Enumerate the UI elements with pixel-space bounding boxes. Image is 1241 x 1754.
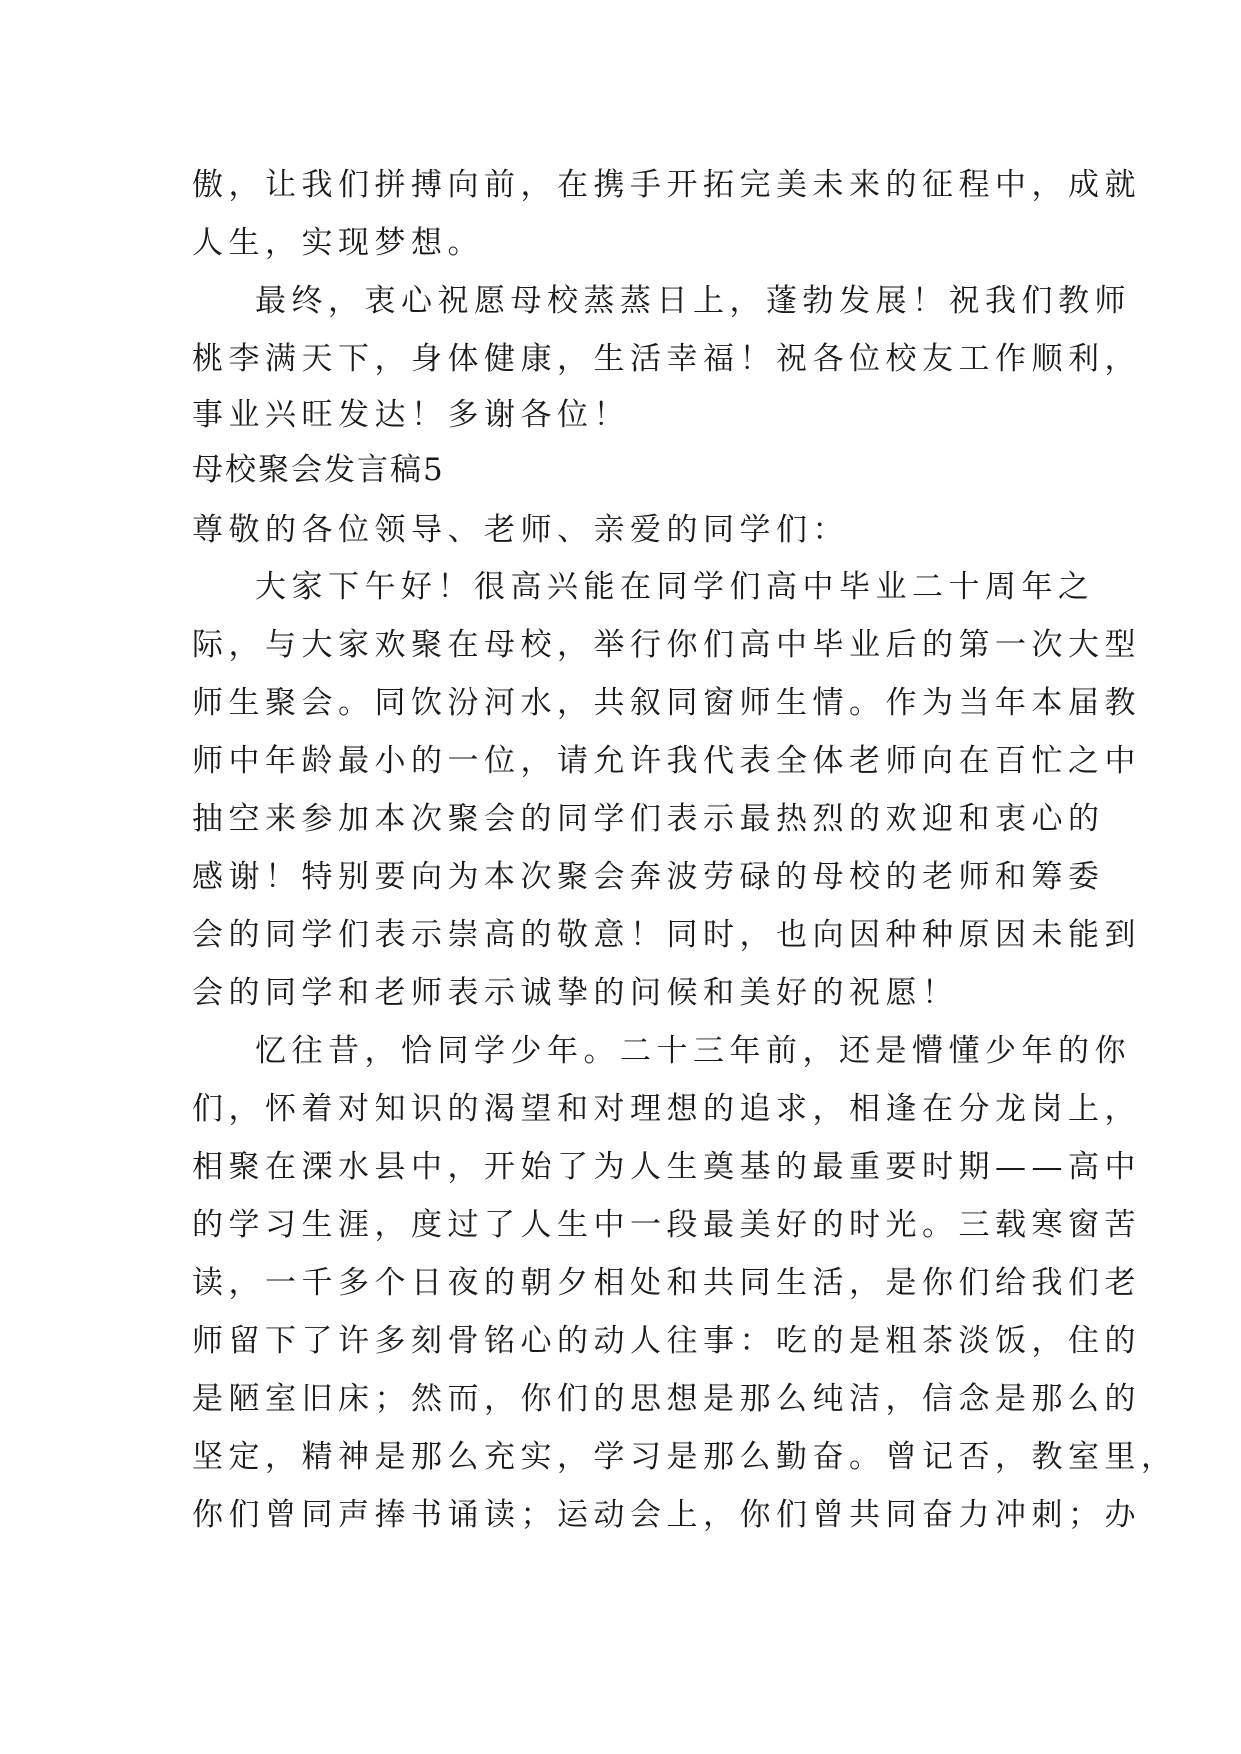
text-line: 师生聚会。同饮汾河水，共叙同窗师生情。作为当年本届教 — [192, 685, 1141, 721]
text-line: 相聚在溧水县中，开始了为人生奠基的最重要时期——高中 — [192, 1149, 1141, 1185]
text-line: 事业兴旺发达！多谢各位！ — [192, 397, 630, 433]
text-line: 们，怀着对知识的渴望和对理想的追求，相逢在分龙岗上， — [192, 1091, 1141, 1127]
paragraph-first-line: 最终，衷心祝愿母校蒸蒸日上，蓬勃发展！祝我们教师 — [255, 283, 1131, 319]
text-line: 感谢！特别要向为本次聚会奔波劳碌的母校的老师和筹委 — [192, 859, 1105, 895]
text-line: 师中年龄最小的一位，请允许我代表全体老师向在百忙之中 — [192, 743, 1141, 779]
text-line: 傲，让我们拼搏向前，在携手开拓完美未来的征程中，成就 — [192, 167, 1141, 203]
text-line: 师留下了许多刻骨铭心的动人往事：吃的是粗茶淡饭，住的 — [192, 1323, 1141, 1359]
text-line: 坚定，精神是那么充实，学习是那么勤奋。曾记否，教室里， — [192, 1439, 1178, 1475]
salutation: 尊敬的各位领导、老师、亲爱的同学们： — [192, 512, 849, 548]
text-line: 的学习生涯，度过了人生中一段最美好的时光。三载寒窗苦 — [192, 1207, 1141, 1243]
paragraph-first-line: 大家下午好！很高兴能在同学们高中毕业二十周年之 — [255, 569, 1095, 605]
text-line: 抽空来参加本次聚会的同学们表示最热烈的欢迎和衷心的 — [192, 801, 1105, 837]
text-line: 会的同学们表示崇高的敬意！同时，也向因种种原因未能到 — [192, 917, 1141, 953]
text-line: 是陋室旧床；然而，你们的思想是那么纯洁，信念是那么的 — [192, 1381, 1141, 1417]
text-line: 你们曾同声捧书诵读；运动会上，你们曾共同奋力冲刺；办 — [192, 1497, 1141, 1533]
paragraph-first-line: 忆往昔，恰同学少年。二十三年前，还是懵懂少年的你 — [255, 1033, 1131, 1069]
text-line: 际，与大家欢聚在母校，举行你们高中毕业后的第一次大型 — [192, 627, 1141, 663]
text-line: 桃李满天下，身体健康，生活幸福！祝各位校友工作顺利， — [192, 341, 1141, 377]
text-line: 读，一千多个日夜的朝夕相处和共同生活，是你们给我们老 — [192, 1265, 1141, 1301]
text-line: 会的同学和老师表示诚挚的问候和美好的祝愿！ — [192, 975, 959, 1011]
section-heading: 母校聚会发言稿5 — [192, 452, 445, 488]
text-line: 人生，实现梦想。 — [192, 225, 484, 261]
